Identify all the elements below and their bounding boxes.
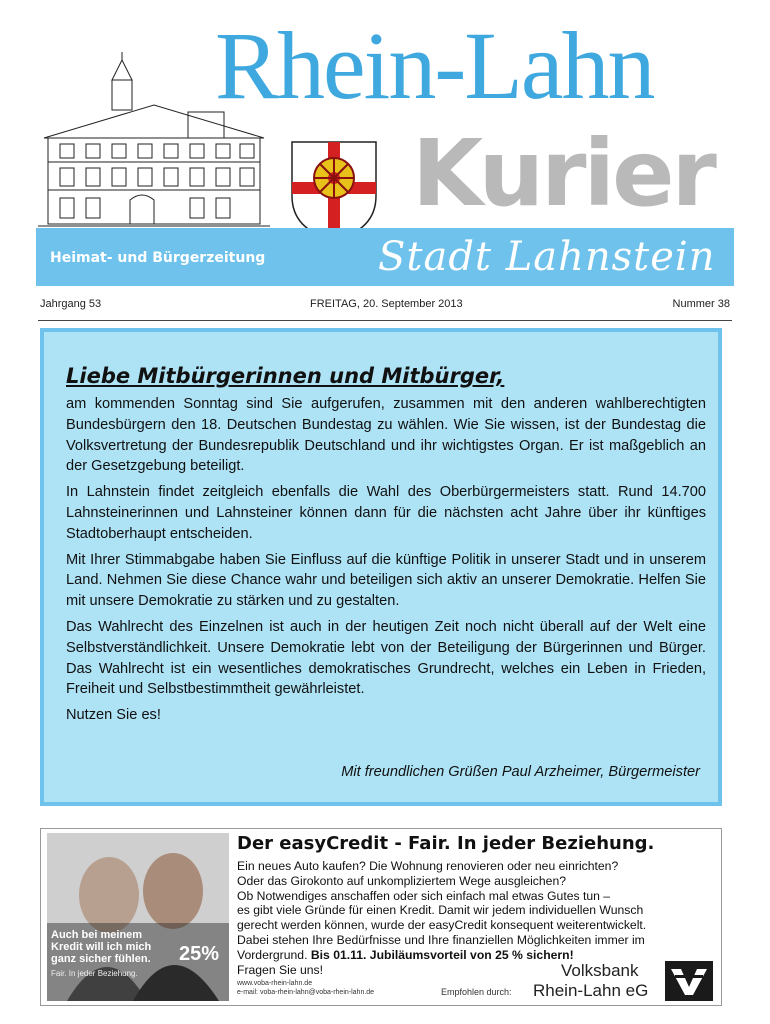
bank-name-line2: Rhein-Lahn eG — [533, 981, 649, 1000]
letter-paragraph: In Lahnstein findet zeitgleich ebenfalls die Wahl des Oberbürgermeisters statt. Rund 14.700 Lahnsteinerinnen und Lahnsteiner können dann für die nächsten acht Jahre über ihr künftiges Stadtoberhaupt entscheiden. — [66, 484, 706, 542]
ad-title: Der easyCredit - Fair. In jeder Beziehung. — [237, 833, 655, 854]
letter-paragraph: Mit Ihrer Stimmabgabe haben Sie Einfluss auf die künftige Politik in unserer Stadt und in unserem Land. Nehmen Sie diese Chance wahr und beteiligen sich aktiv an unserer Demokratie. Helfen Sie mit unsere Demokratie zu stärken und zu gestalten. — [66, 551, 706, 610]
letter-signature: Mit freundlichen Grüßen Paul Arzheimer, Bürgermeister — [341, 764, 700, 780]
letter-paragraph: Das Wahlrecht des Einzelnen ist auch in der heutigen Zeit noch nicht überall auf der Welt eine Selbstverständlichkeit. Unsere Demokratie lebt von der Beteiligung der Bürgerinnen und Bürger. Das Wahlrecht ist ein wesentliches demokratisches Grundrecht, welches ein Leben in Frieden, Freiheit und Selbstbestimmtheit gewährleistet. — [66, 618, 706, 698]
ad-line: Fragen Sie uns! — [237, 962, 324, 977]
divider — [38, 320, 732, 321]
ad-website-link[interactable]: www.voba-rhein-lahn.de — [237, 980, 313, 987]
ad-contact — [237, 979, 374, 997]
ad-photo-caption: Auch bei meinem Kredit will ich mich ganz sicher fühlen. — [51, 929, 152, 965]
ad-line: Oder das Girokonto auf unkompliziertem Wege ausgleichen? — [237, 873, 567, 888]
bank-advertisement[interactable] — [40, 828, 722, 1006]
letter-paragraph: am kommenden Sonntag sind Sie aufgerufen, zusammen mit den anderen wahlberechtigten Bundesbürgern den 18. Deutschen Bundestag zu wählen. Wie Sie wissen, ist der Bundestag die Volksvertretung der Bundesrepublik Deutschland und ihr wichtigstes Organ. Er ist maßgeblich an der Gesetzgebung beteiligt. — [66, 396, 706, 475]
mayor-letter — [40, 328, 722, 806]
ad-email-link[interactable]: e-mail: voba-rhein-lahn@voba-rhein-lahn.de — [237, 989, 375, 996]
ad-body — [237, 859, 707, 977]
coat-of-arms-icon — [288, 138, 380, 242]
issue-number: Nummer 38 — [672, 298, 730, 310]
newspaper-subtitle: Kurier — [412, 120, 714, 227]
banner-tagline: Heimat- und Bürgerzeitung — [50, 250, 266, 266]
newspaper-title: Rhein-Lahn — [215, 12, 654, 119]
banner-town-script: Stadt Lahnstein — [378, 234, 716, 280]
masthead-banner — [36, 228, 734, 286]
ad-percent-badge: 25% — [179, 943, 220, 965]
ad-line: Ein neues Auto kaufen? Die Wohnung renovieren oder neu einrichten? — [237, 859, 619, 873]
ad-line: Ob Notwendiges anschaffen oder sich einfach mal etwas Gutes tun – — [237, 888, 611, 903]
bank-name-line1: Volksbank — [561, 961, 639, 980]
ad-line: gerecht werden können, wurde der easyCredit konsequent weiterentwickelt. — [237, 918, 647, 933]
letter-paragraph: Nutzen Sie es! — [66, 707, 161, 724]
ad-photo — [47, 833, 229, 1001]
volume-label: Jahrgang 53 — [40, 298, 102, 310]
ad-line: Dabei stehen Ihre Bedürfnisse und Ihre finanziellen Möglichkeiten immer im — [237, 932, 645, 947]
ad-line: es gibt viele Gründe für einen Kredit. Damit wir jedem individuellen Wunsch — [237, 903, 644, 918]
volksbank-logo-icon — [665, 961, 713, 1001]
issue-meta — [40, 298, 730, 314]
masthead — [0, 0, 770, 290]
letter-heading: Liebe Mitbürgerinnen und Mitbürger, — [66, 364, 505, 388]
ad-line-prefix: Vordergrund. — [237, 947, 308, 962]
ad-recommended-label: Empfohlen durch: — [441, 987, 512, 997]
issue-date: FREITAG, 20. September 2013 — [310, 298, 463, 310]
ad-promo: Bis 01.11. Jubiläumsvorteil von 25 % sichern! — [307, 947, 574, 962]
letter-body — [66, 394, 706, 731]
ad-photo-tagline: Fair. In jeder Beziehung. — [51, 969, 138, 978]
